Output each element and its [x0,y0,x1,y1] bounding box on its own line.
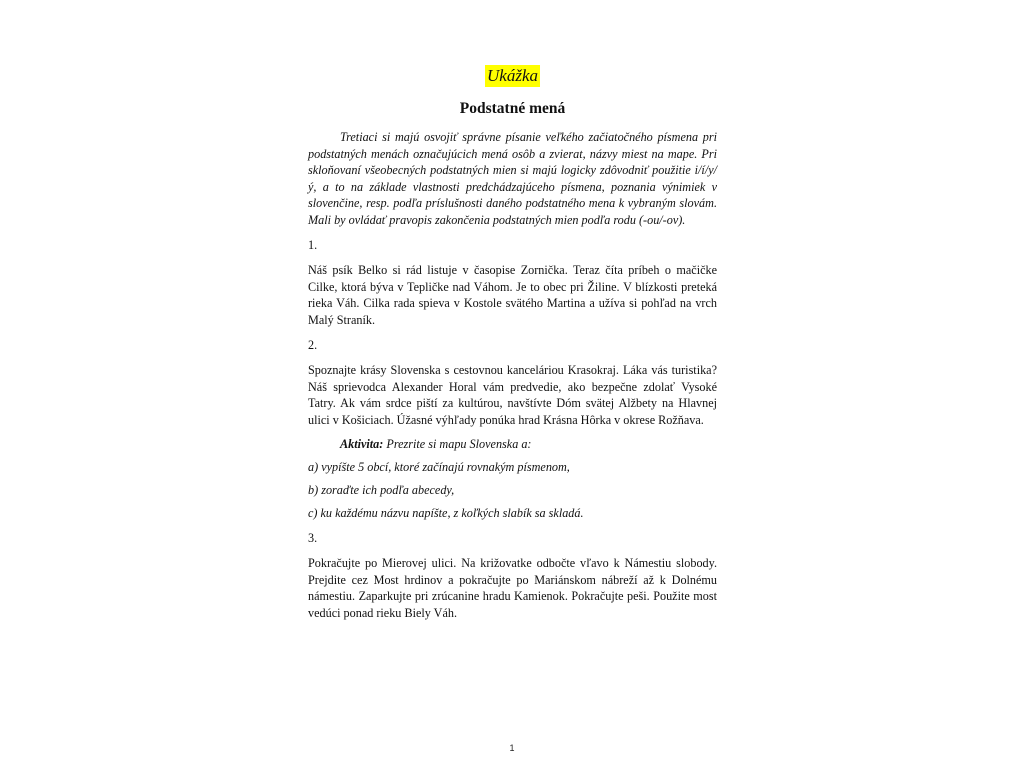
document-subtitle: Podstatné mená [459,100,566,117]
document-title: Ukážka [487,66,538,85]
section-2-number: 2. [308,338,318,352]
section-3-text: Pokračujte po Mierovej ulici. Na križovatke odbočte vľavo k Námestiu slobody. Prejdite cez Most hrdinov a pokračujte po Mariánskom nábreží až k Dolnému námestiu. Zaparkujte pri zrúcanine hradu Kamienok. Pokračujte peši. Použite most vedúci ponad rieku Biely Váh. [308,556,717,620]
activity-task-c: c) ku každému názvu napíšte, z koľkých slabík sa skladá. [308,506,584,520]
activity-task-b: b) zoraďte ich podľa abecedy, [308,483,455,497]
section-2-text: Spoznajte krásy Slovenska s cestovnou kanceláriou Krasokraj. Láka vás turistika? Náš sprievodca Alexander Horal vám predvedie, ako bezpečne zdolať Vysoké Tatry. Ak vám srdce piští za kultúrou, navštívte Dóm svätej Alžbety na Hlavnej ulici v Košiciach. Úžasné výhľady ponúka hrad Krásna Hôrka v okrese Rožňava. [308,363,717,427]
activity-line [308,436,717,452]
intro-paragraph: Tretiaci si majú osvojiť správne písanie veľkého začiatočného písmena pri podstatných menách označujúcich mená osôb a zvierat, názvy miest na mape. Pri skloňovaní všeobecných podstatných mien si majú logicky zdôvodniť použitie i/í/y/ý, a to na základe vlastnosti predchádzajúceho písmena, poznania výnimiek v slovenčine, resp. podľa príslušnosti daného podstatného mena k vybraným slovám. Mali by ovládať pravopis zakončenia podstatných mien podľa rodu (-ou/-ov). [308,130,717,227]
section-1-number: 1. [308,238,318,252]
page-number: 1 [509,743,515,753]
activity-task-a: a) vypíšte 5 obcí, ktoré začínajú rovnakým písmenom, [308,460,570,474]
section-1-text: Náš psík Belko si rád listuje v časopise Zornička. Teraz číta príbeh o mačičke Cilke, ktorá býva v Tepličke nad Váhom. Je to obec pri Žiline. V blízkosti preteká rieka Váh. Cilka rada spieva v Kostole svätého Martina a užíva si pohľad na vrch Malý Straník. [308,263,717,327]
section-3-number: 3. [308,531,318,545]
activity-prompt: Prezrite si mapu Slovenska a: [386,437,532,451]
document-content [308,64,717,621]
title-wrap [308,64,717,94]
activity-label: Aktivita: [340,437,384,451]
